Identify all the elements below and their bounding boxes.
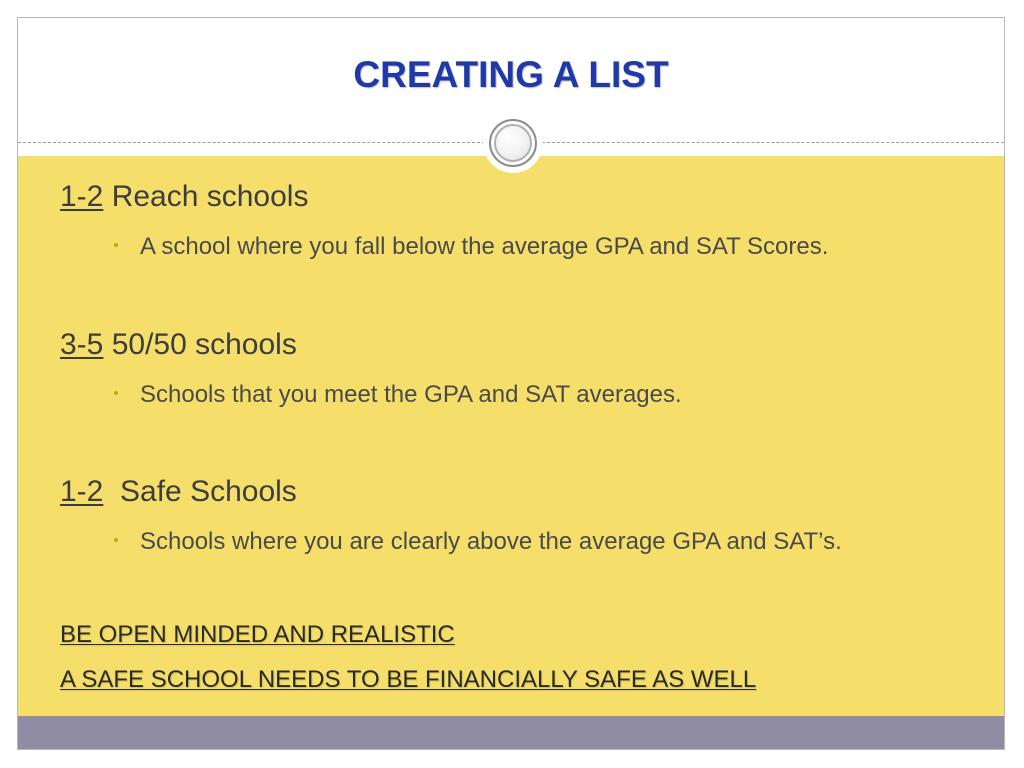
bullet-text: Schools that you meet the GPA and SAT averages. [140, 381, 682, 408]
ornament-inner [494, 124, 532, 162]
section-heading-fifty-fifty [60, 328, 297, 362]
section-heading-text: Reach schools [103, 180, 309, 213]
bullet-dot-icon [114, 391, 118, 395]
section-heading-reach [60, 180, 308, 214]
section-number: 1-2 [60, 475, 104, 508]
footer-bar [18, 716, 1004, 750]
bullet-dot-icon [114, 538, 118, 542]
ornament-ring [489, 119, 537, 167]
section-heading-text: Safe Schools [103, 475, 297, 508]
bullet-item [114, 528, 842, 556]
bullet-text: A school where you fall below the average GPA and SAT Scores. [140, 233, 829, 260]
section-number: 3-5 [60, 328, 104, 361]
closing-line-open-minded: BE OPEN MINDED AND REALISTIC [60, 621, 455, 648]
bullet-text: Schools where you are clearly above the average GPA and SAT’s. [140, 528, 842, 555]
bullet-item [114, 233, 828, 261]
section-heading-text: 50/50 schools [103, 328, 297, 361]
circle-ornament-icon [483, 113, 543, 173]
slide [17, 17, 1005, 750]
section-heading-safe [60, 475, 297, 509]
bullet-item [114, 381, 682, 409]
slide-title: CREATING A LIST [353, 54, 669, 95]
section-number: 1-2 [60, 180, 104, 213]
closing-line-financially-safe: A SAFE SCHOOL NEEDS TO BE FINANCIALLY SAFE AS WELL [60, 666, 757, 693]
bullet-dot-icon [114, 243, 118, 247]
